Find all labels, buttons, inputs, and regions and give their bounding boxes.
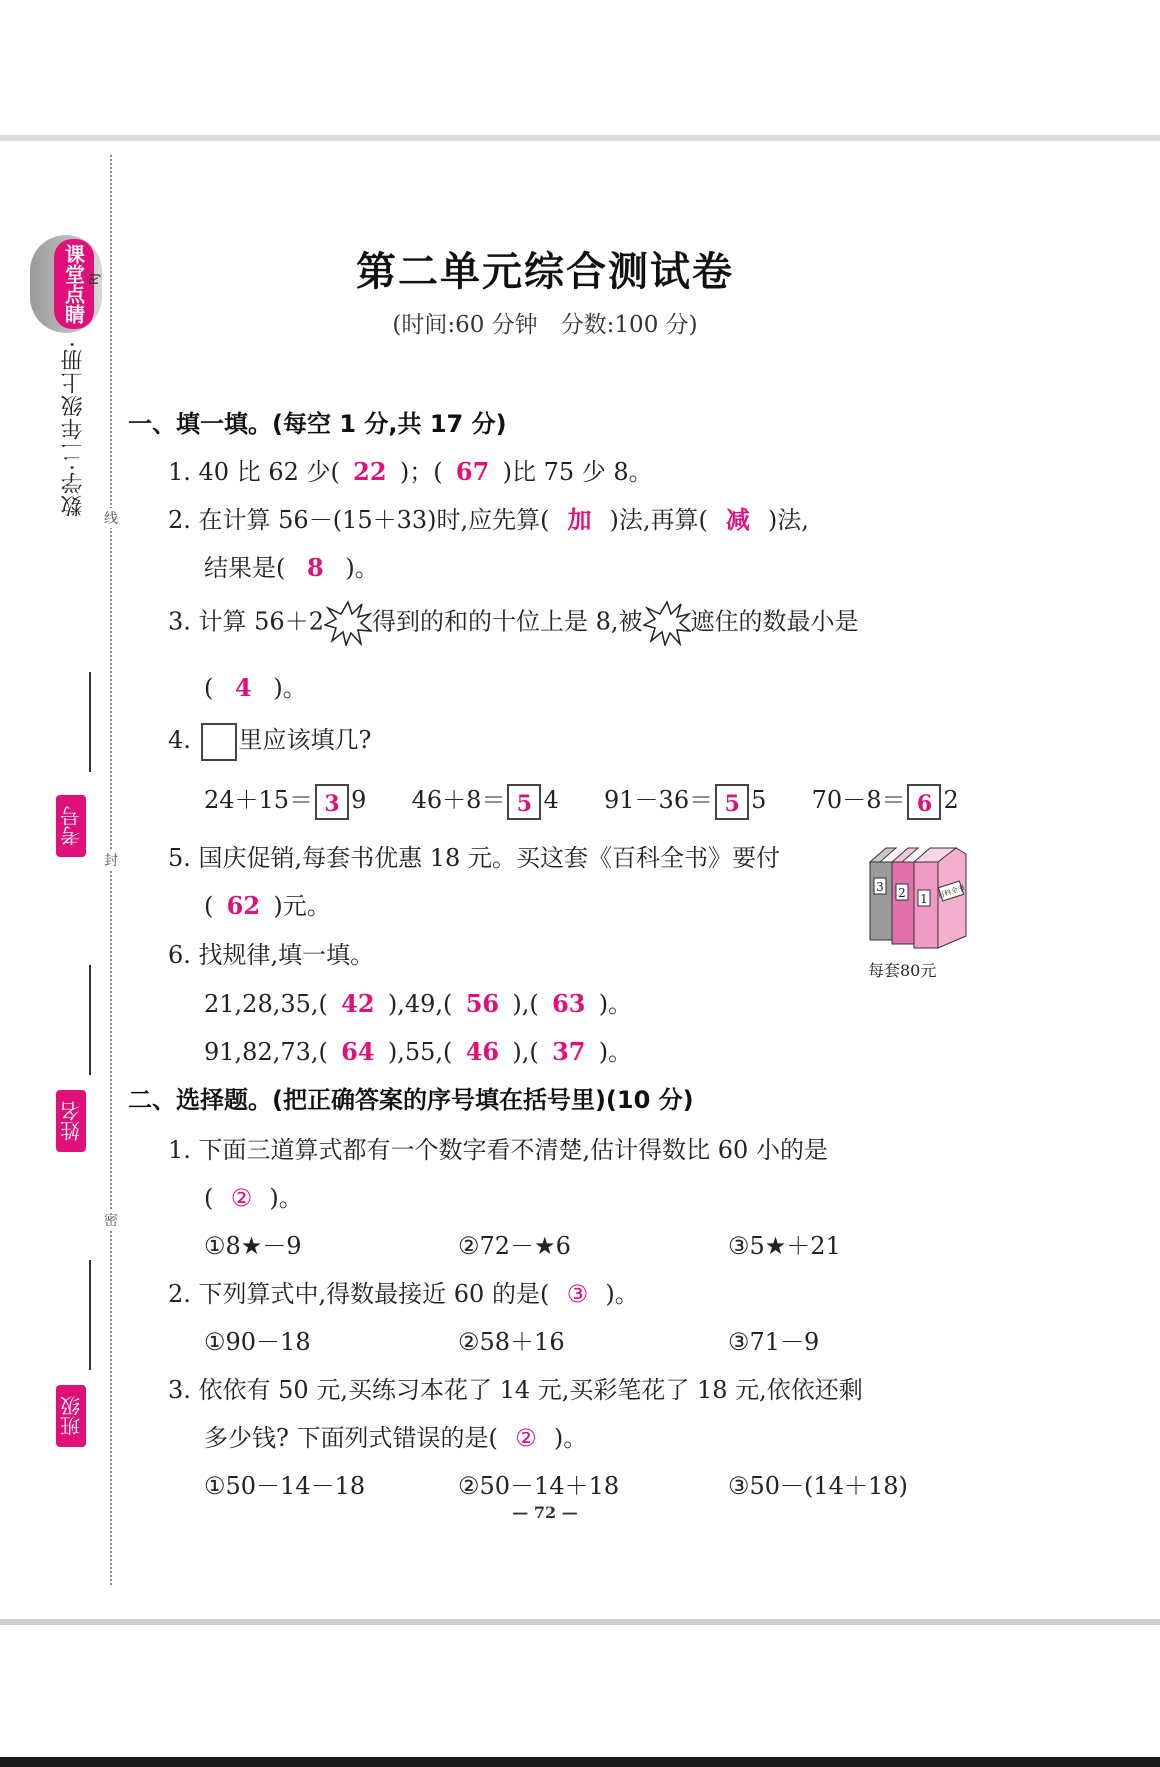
s1-question-5-line2: ( 62 )元。 xyxy=(204,891,331,920)
s2-q1-option-3: ③5★＋21 xyxy=(728,1232,841,1260)
s2-q2-option-2: ②58＋16 xyxy=(458,1328,565,1356)
exam-no-label: 考号 xyxy=(56,795,86,857)
cut-char-mi: 密 xyxy=(104,1210,118,1230)
s1-question-3: 3. 计算 56＋2 得到的和的十位上是 8,被 遮住的数最小是 xyxy=(168,600,859,646)
s1-question-2: 2. 在计算 56－(15＋33)时,应先算( 加 )法,再算( 减 )法, xyxy=(168,500,809,535)
books-illustration xyxy=(866,840,972,950)
section2-heading: 二、选择题。(把正确答案的序号填在括号里)(10 分) xyxy=(128,1086,694,1114)
s2-q1-option-2: ②72－★6 xyxy=(458,1232,571,1260)
answer: 22 xyxy=(353,457,387,486)
answer: 42 xyxy=(341,989,375,1018)
equation-2: 46＋8＝ 5 4 xyxy=(412,786,559,814)
s2-q2-option-1: ①90－18 xyxy=(204,1328,311,1356)
s1-question-4-items xyxy=(204,780,959,820)
edition-label: RJ xyxy=(86,273,101,285)
page-title: 第二单元综合测试卷 xyxy=(356,249,734,295)
class-label: 班级 xyxy=(56,1385,86,1447)
answer-box: 5 xyxy=(507,784,541,820)
s2-q3-option-3: ③50－(14＋18) xyxy=(728,1472,908,1500)
answer: 67 xyxy=(455,457,490,486)
answer: 56 xyxy=(465,989,500,1018)
starburst-icon xyxy=(643,600,691,646)
s1-question-4: 4. 里应该填几? xyxy=(168,720,371,761)
equation-4: 70－8＝ 6 2 xyxy=(812,786,959,814)
s1-question-6-row1: 21,28,35,( 42 ),49,( 56 ),( 63 )。 xyxy=(204,989,633,1018)
answer: ③ xyxy=(566,1280,589,1308)
s1-question-2-line2: 结果是( 8 )。 xyxy=(204,553,379,582)
s1-question-5: 5. 国庆促销,每套书优惠 18 元。买这套《百科全书》要付 xyxy=(168,844,780,872)
name-line xyxy=(89,965,91,1075)
book-number: 2 xyxy=(898,886,906,900)
s2-q1-option-1: ①8★－9 xyxy=(204,1232,302,1260)
s2-question-3: 3. 依依有 50 元,买练习本花了 14 元,买彩笔花了 18 元,依依还剩 xyxy=(168,1376,863,1404)
answer-box: 3 xyxy=(315,784,349,820)
equation-3: 91－36＝ 5 5 xyxy=(604,786,766,814)
s1-question-1: 1. 40 比 62 少( 22 )；( 67 )比 75 少 8。 xyxy=(168,457,653,486)
s2-question-3-line2: 多少钱? 下面列式错误的是( ② )。 xyxy=(204,1424,588,1452)
answer: 4 xyxy=(235,673,252,702)
empty-box-icon xyxy=(201,723,237,761)
cut-line xyxy=(110,155,112,1585)
class-line xyxy=(89,1260,91,1370)
logo-text: 课堂点睛 xyxy=(54,239,94,329)
answer: 37 xyxy=(552,1037,586,1066)
answer: 8 xyxy=(307,553,324,582)
s1-question-6-row2: 91,82,73,( 64 ),55,( 46 ),( 37 )。 xyxy=(204,1037,633,1066)
answer: 加 xyxy=(567,505,592,534)
cut-char-xian: 线 xyxy=(104,508,118,528)
answer: 46 xyxy=(465,1037,500,1066)
book-spine-title: 百科全书 xyxy=(936,883,966,901)
book-number: 3 xyxy=(876,880,884,894)
s2-question-2: 2. 下列算式中,得数最接近 60 的是( ③ )。 xyxy=(168,1280,639,1308)
section1-heading: 一、填一填。(每空 1 分,共 17 分) xyxy=(128,410,507,438)
s2-q2-option-3: ③71－9 xyxy=(728,1328,820,1356)
s2-question-1-line2: ( ② )。 xyxy=(204,1184,303,1212)
cut-char-feng: 封 xyxy=(104,850,118,870)
s2-q3-option-1: ①50－14－18 xyxy=(204,1472,366,1500)
book-number: 1 xyxy=(920,892,928,906)
s2-q3-option-2: ②50－14＋18 xyxy=(458,1472,620,1500)
exam-no-line xyxy=(89,672,91,772)
answer: 62 xyxy=(226,891,261,920)
series-label: 数学·二年级上册· xyxy=(61,340,86,517)
answer: 63 xyxy=(552,989,586,1018)
books-caption: 每套80元 xyxy=(868,961,937,980)
answer: ② xyxy=(230,1184,253,1212)
starburst-icon xyxy=(324,600,372,646)
name-label: 姓名 xyxy=(56,1090,86,1152)
page-subtitle: (时间:60 分钟 分数:100 分) xyxy=(392,312,698,338)
answer-box: 6 xyxy=(907,784,941,820)
s2-question-1: 1. 下面三道算式都有一个数字看不清楚,估计得数比 60 小的是 xyxy=(168,1136,828,1164)
s1-question-6: 6. 找规律,填一填。 xyxy=(168,941,375,969)
answer-box: 5 xyxy=(715,784,749,820)
answer: 减 xyxy=(725,505,750,534)
bottom-bar xyxy=(0,1757,1160,1767)
equation-1: 24＋15＝ 3 9 xyxy=(204,786,366,814)
s1-question-3-line2: ( 4 )。 xyxy=(204,673,307,702)
page-number: — 72 — xyxy=(512,1503,578,1522)
answer: ② xyxy=(515,1424,537,1452)
answer: 64 xyxy=(341,1037,375,1066)
